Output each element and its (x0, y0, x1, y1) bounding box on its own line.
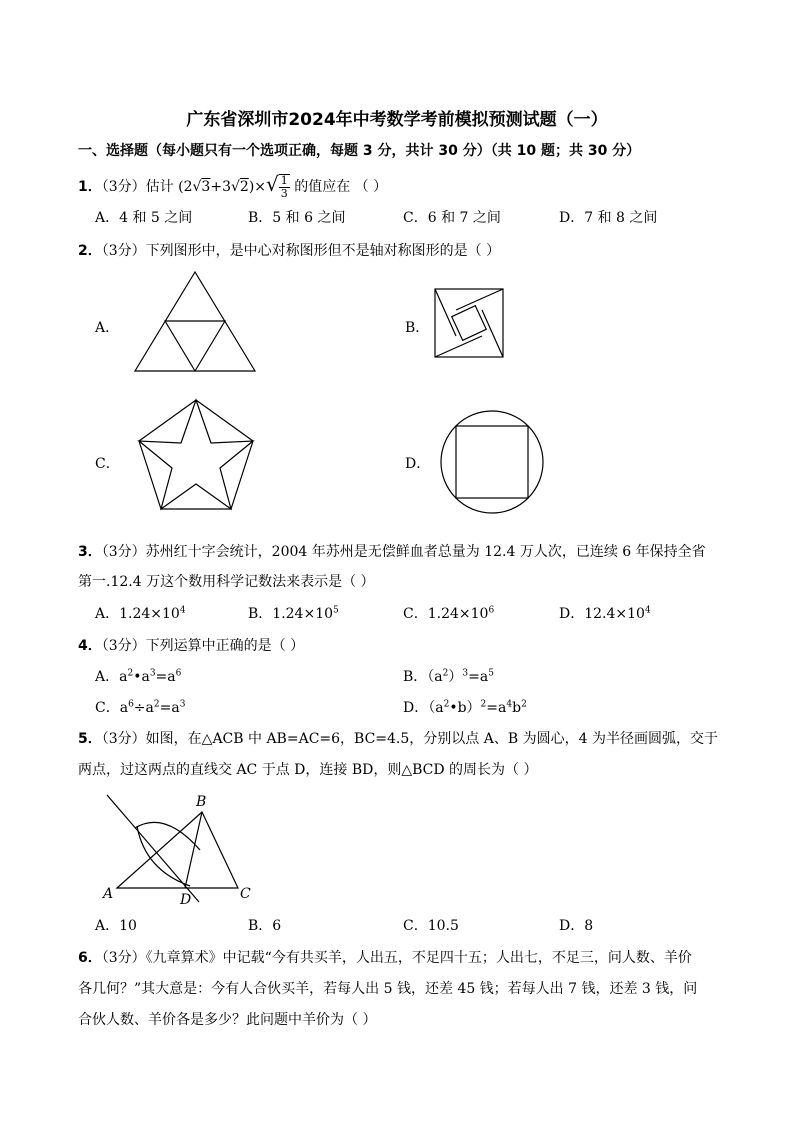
option-b[interactable]: B． (405, 320, 430, 336)
question-text: 估计 (145, 179, 174, 195)
sqrt-symbol: √ (230, 179, 240, 195)
label-a: A (103, 886, 114, 902)
option-text: b (512, 700, 522, 716)
exponent: 3 (462, 668, 469, 679)
sqrt-symbol: √ (192, 179, 202, 195)
exponent: 4 (179, 605, 186, 616)
expr-part: (2 (178, 179, 193, 195)
exponent: 2 (153, 699, 160, 710)
sqrt-symbol: √ (266, 172, 279, 196)
arc-upper (135, 822, 200, 850)
question-score: （3分） (101, 179, 146, 195)
option-d[interactable]: D． (405, 456, 431, 472)
exponent: 3 (149, 668, 156, 679)
question-text: 如图，在△ACB 中 AB=AC=6，BC=4.5，分别以点 A、B 为圆心，4 为半径画圆弧，交于 (145, 731, 718, 747)
option-b[interactable] (403, 666, 494, 686)
option-a[interactable] (95, 603, 186, 623)
arc-lower (137, 826, 190, 886)
option-text: B．（a (403, 669, 443, 685)
figure-triangle-construction (95, 790, 265, 910)
option-b[interactable]: B．5 和 6 之间 (248, 210, 346, 226)
question-number: 1． (78, 179, 102, 195)
exponent: 5 (488, 668, 494, 679)
question-3 (78, 541, 706, 561)
exponent: 6 (128, 699, 134, 710)
question-text: 苏州红十字会统计，2004 年苏州是无偿鲜血者总量为 12.4 万人次，已连续 6 年保持全省 (145, 544, 706, 560)
option-d[interactable]: D．8 (559, 918, 594, 934)
question-text: 的值应在 （ ） (294, 179, 388, 195)
figure-star-pentagon (134, 396, 259, 516)
exponent: 4 (506, 699, 513, 710)
label-b: B (196, 794, 207, 810)
page-title: 广东省深圳市2024年中考数学考前模拟预测试题（一） (186, 110, 608, 130)
question-number: 2． (78, 243, 102, 259)
option-c[interactable] (95, 697, 185, 717)
option-text: •a (133, 669, 150, 685)
sqrt-radicand: 3 (201, 179, 211, 195)
question-2 (78, 240, 500, 260)
option-c[interactable]: C．6 和 7 之间 (403, 210, 501, 226)
question-6-line3: 合伙人数、羊价各是多少？此问题中羊价为（ ） (78, 1012, 377, 1028)
question-6 (78, 947, 692, 967)
option-c[interactable]: C． (95, 456, 120, 472)
question-3-line2: 第一.12.4 万这个数用科学记数法来表示是（ ） (78, 574, 375, 590)
option-text: B．1.24×10 (248, 606, 334, 622)
exponent: 2 (443, 699, 450, 710)
option-text: C．a (95, 700, 129, 716)
inscribed-square (456, 426, 528, 498)
option-a[interactable] (95, 666, 181, 686)
exponent: 2 (480, 699, 487, 710)
option-text: ） (448, 669, 463, 685)
inner-square (452, 306, 487, 341)
option-d[interactable] (403, 697, 527, 717)
question-4 (78, 635, 304, 655)
option-text: A．a (95, 669, 128, 685)
exponent: 6 (488, 605, 495, 616)
option-text: =a (159, 700, 180, 716)
question-1 (78, 172, 387, 200)
option-text: •b） (449, 700, 481, 716)
question-text: 下列运算中正确的是（ ） (145, 638, 305, 654)
question-5-line2: 两点，过这两点的直线交 AC 于点 D，连接 BD，则△BCD 的周长为（ ） (78, 762, 538, 778)
exponent: 6 (175, 668, 182, 679)
figure-triangle (130, 270, 280, 375)
exponent: 2 (127, 668, 134, 679)
option-text: D．（a (403, 700, 444, 716)
question-text: 《九章算术》中记载“今有共买羊，人出五，不足四十五；人出七，不足三，问人数、羊价 (145, 950, 692, 966)
label-c: C (240, 886, 251, 902)
question-number: 4． (78, 638, 102, 654)
pinwheel-line (435, 336, 482, 357)
fraction-numerator: 1 (280, 174, 288, 187)
exponent: 2 (442, 668, 449, 679)
option-text: A．1.24×10 (95, 606, 180, 622)
math-expression (178, 172, 294, 200)
pinwheel-line (456, 289, 503, 310)
question-score: （3分） (101, 544, 146, 560)
option-c[interactable] (403, 603, 494, 623)
option-a[interactable]: A．4 和 5 之间 (95, 210, 193, 226)
question-number: 3． (78, 544, 102, 560)
option-d[interactable]: D．7 和 8 之间 (559, 210, 658, 226)
option-c[interactable]: C．10.5 (403, 918, 459, 934)
figure-pinwheel-square (432, 286, 507, 361)
question-score: （3分） (101, 731, 146, 747)
expr-part: )× (248, 179, 267, 195)
question-5 (78, 728, 718, 748)
question-6-line2: 各几何？”其大意是：今有人合伙买羊，若每人出 5 钱，还差 45 钱；若每人出 7 钱，还差 3 钱，问 (78, 981, 698, 997)
pinwheel-line (482, 310, 503, 357)
option-text: ÷a (133, 700, 154, 716)
exponent: 5 (333, 605, 339, 616)
option-text: =a (486, 700, 507, 716)
option-text: D．12.4×10 (559, 606, 645, 622)
question-number: 6． (78, 950, 102, 966)
option-text: =a (468, 669, 489, 685)
question-text: 下列图形中，是中心对称图形但不是轴对称图形的是（ ） (145, 243, 501, 259)
pinwheel-line (435, 289, 456, 336)
inner-triangle (165, 321, 225, 371)
section-heading: 一、选择题（每小题只有一个选项正确，每题 3 分，共计 30 分）（共 10 题；共 30 分） (78, 143, 641, 159)
expr-part: +3 (210, 179, 231, 195)
option-b[interactable]: B．6 (248, 918, 282, 934)
exponent: 3 (179, 699, 186, 710)
option-text: =a (155, 669, 176, 685)
option-b[interactable] (248, 603, 339, 623)
option-text: C．1.24×10 (403, 606, 489, 622)
exponent: 2 (521, 699, 527, 710)
fraction (279, 174, 290, 200)
question-score: （3分） (101, 950, 146, 966)
outer-square (435, 289, 503, 357)
question-score: （3分） (101, 638, 146, 654)
option-d[interactable] (559, 603, 651, 623)
exponent: 4 (644, 605, 651, 616)
sqrt-radicand: 2 (239, 179, 249, 195)
fraction-denominator: 3 (280, 187, 288, 200)
option-a[interactable]: A．10 (95, 918, 137, 934)
question-score: （3分） (101, 243, 146, 259)
label-d: D (180, 892, 192, 908)
question-number: 5． (78, 731, 102, 747)
figure-circle-square (439, 409, 549, 519)
option-a[interactable]: A． (95, 320, 120, 336)
